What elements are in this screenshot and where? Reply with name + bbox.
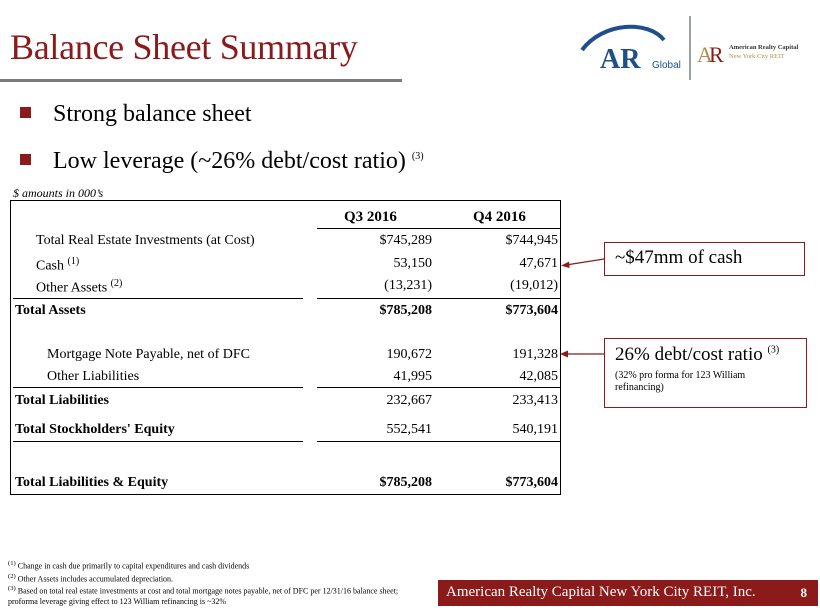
row-value-q4: $744,945: [505, 233, 558, 248]
arrowhead-debt-icon: [560, 351, 568, 358]
ar-global-logo: [578, 18, 688, 80]
row-label: Other Assets: [36, 280, 108, 296]
balance-sheet-table: [10, 200, 561, 495]
arrowhead-cash-icon: [561, 262, 570, 268]
footer-bar: [438, 580, 818, 606]
logo-arc-mark-r: R: [709, 42, 724, 67]
footnote-marker: (3): [8, 585, 16, 593]
row-label: Mortgage Note Payable, net of DFC: [47, 347, 250, 362]
cash-callout-text: ~$47mm of cash: [615, 247, 743, 268]
row-value-q3: 41,995: [393, 369, 432, 384]
page-title: Balance Sheet Summary: [10, 27, 358, 67]
header-rule: [317, 228, 561, 229]
col-header-q3: Q3 2016: [344, 209, 397, 225]
row-footnote: (2): [110, 278, 123, 289]
page-number: 8: [800, 585, 807, 600]
row-value-q3: 232,667: [386, 393, 432, 408]
row-value-q4: (19,012): [510, 278, 558, 293]
callout-arrows: [556, 250, 608, 370]
footnote-text: Change in cash due primarily to capital expenditures and cash dividends: [17, 561, 250, 571]
bullet-text: Strong balance sheet: [53, 101, 252, 127]
footnote-item: [8, 572, 418, 585]
subtotal-rule: [13, 441, 303, 442]
subtotal-rule: [317, 298, 561, 299]
row-value-q4: 47,671: [519, 256, 558, 271]
col-header-q4: Q4 2016: [473, 209, 526, 225]
logo-arc-line2: New York City REIT: [729, 53, 785, 60]
row-label: Cash: [36, 258, 64, 274]
row-label: Total Real Estate Investments (at Cost): [36, 233, 255, 248]
row-value-q3: 552,541: [386, 422, 432, 437]
logo-ar-letters: AR: [600, 44, 641, 75]
bullet-square-icon: [20, 154, 31, 165]
logo-arc-line1: American Realty Capital: [729, 44, 799, 51]
debt-callout-footnote: (3): [767, 344, 780, 356]
arc-nyc-reit-logo: [696, 38, 814, 70]
row-label: Total Assets: [15, 303, 86, 318]
subtotal-rule: [13, 387, 303, 388]
row-value-q3: (13,231): [384, 278, 432, 293]
row-value-q4: $773,604: [505, 303, 558, 318]
logo-arc-mark: A: [697, 42, 713, 67]
cash-callout: [604, 242, 805, 276]
subtotal-rule: [317, 387, 561, 388]
row-label: Other Liabilities: [47, 369, 140, 384]
row-value-q3: 190,672: [386, 347, 432, 362]
arrow-to-cash-icon: [566, 259, 604, 265]
footnote-marker: (1): [8, 560, 16, 567]
row-value-q3: $785,208: [379, 475, 432, 490]
debt-callout: [604, 338, 807, 408]
row-label: Total Liabilities: [15, 393, 110, 408]
row-value-q4: 233,413: [512, 393, 558, 408]
footer-company: American Realty Capital New York City REIT, Inc.: [446, 584, 756, 600]
row-value-q3: $745,289: [379, 233, 432, 248]
footnote-text: Other Assets includes accumulated depreciation.: [17, 574, 174, 584]
subtotal-rule: [13, 298, 303, 299]
footnote-item: [8, 584, 418, 607]
row-value-q4: 191,328: [512, 347, 558, 362]
footnote-marker: (2): [8, 572, 16, 580]
logo-ar-sub: Global: [652, 60, 681, 71]
footnotes: [8, 559, 418, 607]
row-label: Total Stockholders' Equity: [15, 422, 175, 437]
footnote-item: [8, 559, 418, 572]
row-value-q3: 53,150: [393, 256, 432, 271]
debt-callout-subtext: (32% pro forma for 123 William refinancing): [615, 370, 746, 393]
bullet-footnote: (3): [411, 151, 424, 162]
row-footnote: (1): [67, 256, 80, 267]
row-value-q4: $773,604: [505, 475, 558, 490]
footnote-text: Based on total real estate investments at cost and total mortgage notes payable, net of DFC per 12/31/16 balance sheet; proforma leverage giving effect to 123 William refinancing is ~32%: [8, 586, 399, 606]
title-rule: [0, 79, 402, 82]
amounts-note: $ amounts in 000’s: [13, 186, 104, 200]
subtotal-rule: [317, 441, 561, 442]
debt-callout-text: 26% debt/cost ratio: [615, 344, 763, 365]
bullet-text: Low leverage (~26% debt/cost ratio): [53, 148, 406, 174]
row-value-q3: $785,208: [379, 303, 432, 318]
row-value-q4: 540,191: [512, 422, 558, 437]
row-value-q4: 42,085: [519, 369, 558, 384]
row-label: Total Liabilities & Equity: [15, 475, 169, 490]
bullet-square-icon: [20, 107, 31, 118]
logo-divider: [689, 16, 691, 80]
